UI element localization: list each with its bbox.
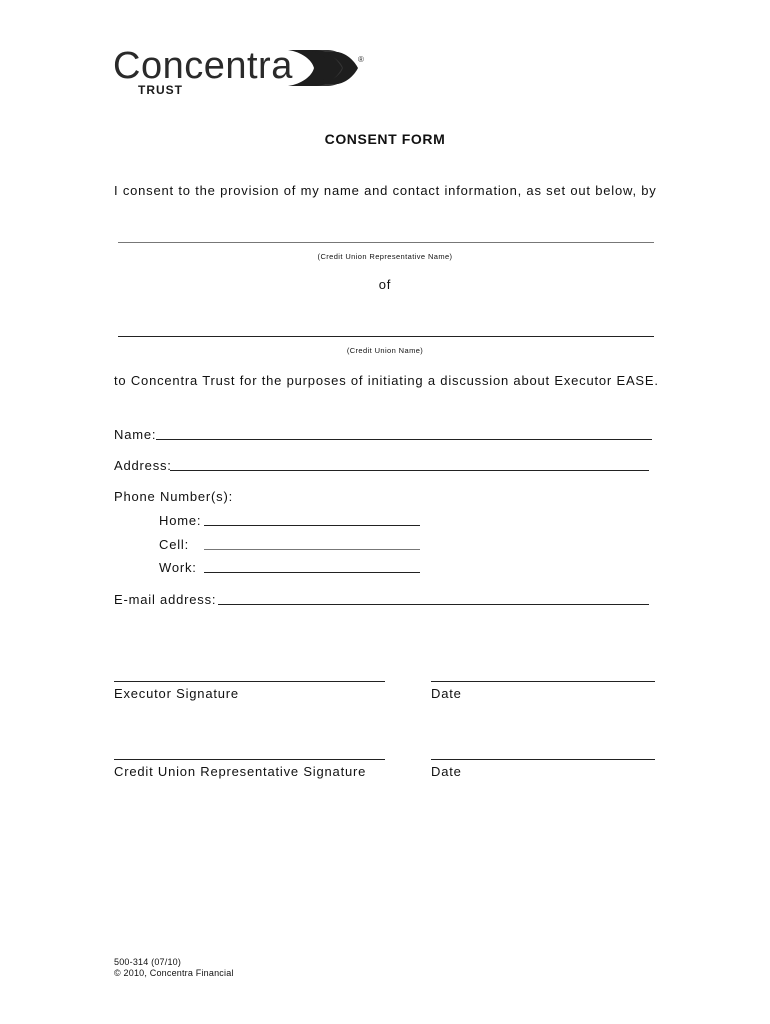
purpose-text: to Concentra Trust for the purposes of initiating a discussion about Executor EASE. <box>114 373 659 388</box>
rep-date-field[interactable] <box>431 759 655 760</box>
address-field[interactable] <box>170 470 649 471</box>
phone-label: Phone Number(s): <box>114 489 234 504</box>
executor-signature-field[interactable] <box>114 681 385 682</box>
cell-phone-label: Cell: <box>159 537 190 552</box>
work-phone-label: Work: <box>159 560 197 575</box>
chevron-logo-icon <box>288 46 360 90</box>
logo-subtext: TRUST <box>138 83 183 97</box>
rep-signature-label: Credit Union Representative Signature <box>114 764 367 779</box>
credit-union-name-caption: (Credit Union Name) <box>346 346 424 355</box>
address-label: Address: <box>114 458 172 473</box>
executor-signature-label: Executor Signature <box>114 686 239 701</box>
executor-date-label: Date <box>431 686 462 701</box>
form-title: CONSENT FORM <box>324 131 446 147</box>
form-number: 500-314 (07/10) <box>114 957 182 967</box>
registered-mark: ® <box>358 55 364 64</box>
executor-date-field[interactable] <box>431 681 655 682</box>
name-field[interactable] <box>156 439 652 440</box>
work-phone-field[interactable] <box>204 572 420 573</box>
rep-name-field[interactable] <box>118 242 654 243</box>
name-label: Name: <box>114 427 157 442</box>
rep-date-label: Date <box>431 764 462 779</box>
cell-phone-field[interactable] <box>204 549 420 550</box>
home-phone-field[interactable] <box>204 525 420 526</box>
rep-signature-field[interactable] <box>114 759 385 760</box>
credit-union-name-field[interactable] <box>118 336 654 337</box>
email-label: E-mail address: <box>114 592 217 607</box>
rep-name-caption: (Credit Union Representative Name) <box>317 252 453 261</box>
of-text: of <box>378 277 392 292</box>
copyright-text: © 2010, Concentra Financial <box>114 968 234 978</box>
email-field[interactable] <box>218 604 649 605</box>
logo-wordmark: Concentra <box>113 45 293 87</box>
home-phone-label: Home: <box>159 513 202 528</box>
consent-intro-text: I consent to the provision of my name and contact information, as set out below, by <box>114 183 657 198</box>
